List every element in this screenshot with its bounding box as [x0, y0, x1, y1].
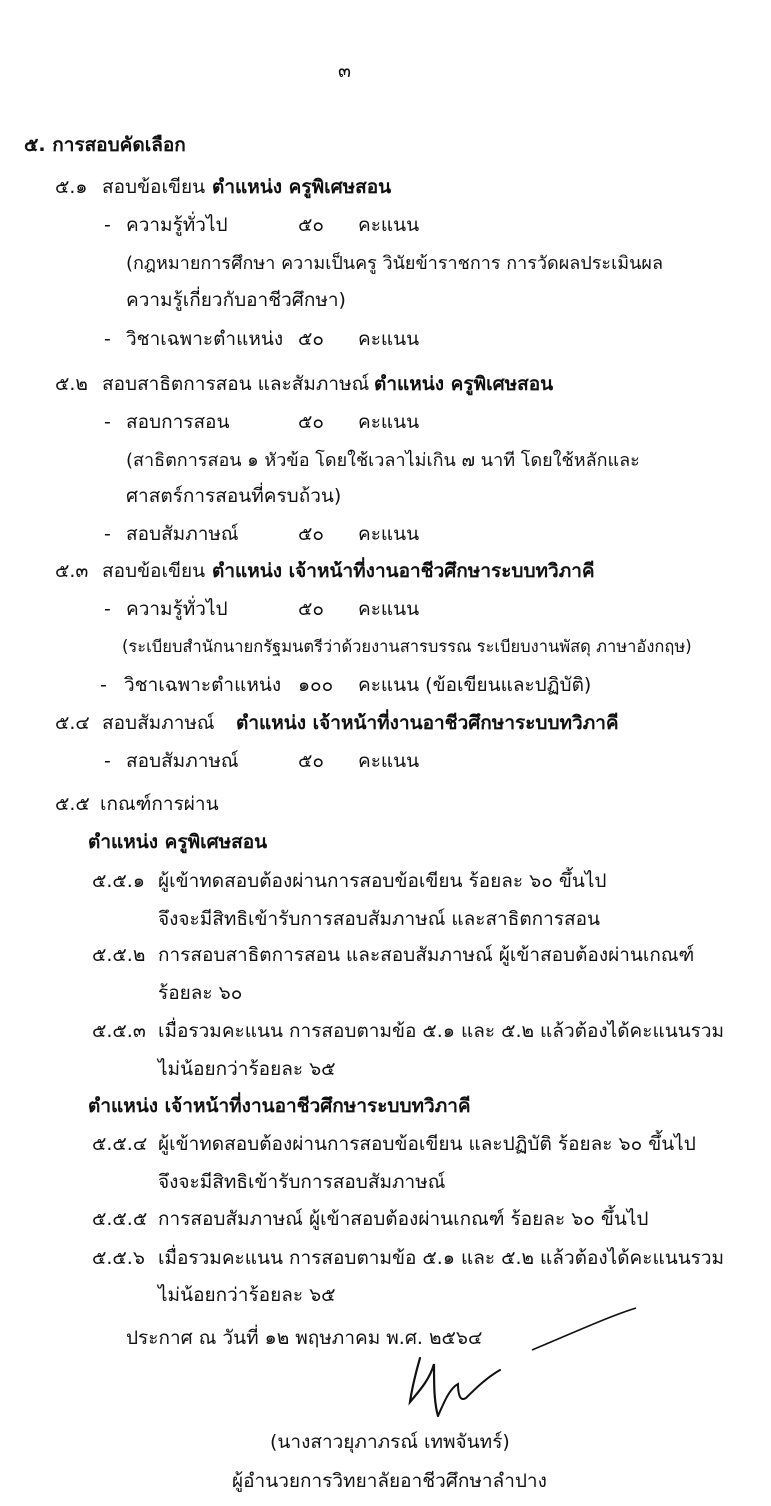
item-unit: คะแนน — [358, 411, 420, 433]
criteria-text: ร้อยละ ๖๐ — [158, 982, 243, 1004]
criteria-text: การสอบสัมภาษณ์ ผู้เข้าสอบต้องผ่านเกณฑ์ ร้อยละ ๖๐ ขึ้นไป — [158, 1208, 649, 1230]
list-bullet: - — [104, 598, 111, 620]
item-score: ๕๐ — [298, 598, 324, 620]
item-score: ๕๐ — [298, 328, 324, 350]
announcement-date: ประกาศ ณ วันที่ ๑๒ พฤษภาคม พ.ศ. ๒๕๖๔ — [126, 1327, 483, 1349]
item-label: วิชาเฉพาะตำแหน่ง — [124, 674, 282, 696]
section-heading: ๕. การสอบคัดเลือก — [24, 134, 186, 156]
item-note: (ระเบียบสำนักนายกรัฐมนตรีว่าด้วยงานสารบรรณ ระเบียบงานพัสดุ ภาษาอังกฤษ) — [122, 637, 692, 656]
criteria-number: ๕.๕.๖ — [92, 1247, 145, 1269]
item-note: (กฎหมายการศึกษา ความเป็นครู วินัยข้าราชการ การวัดผลประเมินผล — [126, 253, 663, 274]
criteria-number: ๕.๕.๔ — [92, 1133, 148, 1155]
item-label: สอบสัมภาษณ์ — [126, 750, 239, 772]
item-score: ๕๐ — [298, 411, 324, 433]
criteria-text: จึงจะมีสิทธิเข้ารับการสอบสัมภาษณ์ — [158, 1171, 446, 1193]
criteria-text: การสอบสาธิตการสอน และสอบสัมภาษณ์ ผู้เข้าสอบต้องผ่านเกณฑ์ — [158, 944, 695, 966]
subsection-number-5-2: ๕.๒ — [55, 373, 88, 395]
criteria-number: ๕.๕.๒ — [92, 944, 146, 966]
subsection-number-5-4: ๕.๔ — [55, 712, 90, 734]
item-label: ความรู้ทั่วไป — [126, 214, 228, 236]
criteria-text: ผู้เข้าทดสอบต้องผ่านการสอบข้อเขียน และปฏิบัติ ร้อยละ ๖๐ ขึ้นไป — [158, 1133, 696, 1155]
subsection-number-5-5: ๕.๕ — [55, 793, 90, 815]
criteria-text: ไม่น้อยกว่าร้อยละ ๖๕ — [158, 1058, 336, 1080]
criteria-text: ไม่น้อยกว่าร้อยละ ๖๕ — [158, 1284, 336, 1306]
subsection-title-5-4: สอบสัมภาษณ์ — [102, 712, 215, 734]
item-unit: คะแนน — [358, 328, 420, 350]
criteria-text: ผู้เข้าทดสอบต้องผ่านการสอบข้อเขียน ร้อยละ ๖๐ ขึ้นไป — [158, 870, 607, 892]
criteria-text: จึงจะมีสิทธิเข้ารับการสอบสัมภาษณ์ และสาธิตการสอน — [158, 908, 601, 930]
item-score: ๕๐ — [298, 750, 324, 772]
subsection-title-5-1: สอบข้อเขียน — [102, 176, 206, 198]
criteria-group-heading: ตำแหน่ง เจ้าหน้าที่งานอาชีวศึกษาระบบทวิภาคี — [88, 1095, 471, 1117]
item-label: ความรู้ทั่วไป — [126, 598, 228, 620]
subsection-title-5-3: สอบข้อเขียน — [102, 560, 206, 582]
item-label: สอบการสอน — [126, 411, 230, 433]
subsection-position-5-1: ตำแหน่ง ครูพิเศษสอน — [212, 176, 392, 198]
signature — [400, 1298, 650, 1428]
page-number: ๓ — [338, 60, 351, 82]
item-score: ๑๐๐ — [298, 674, 334, 696]
item-note: ความรู้เกี่ยวกับอาชีวศึกษา) — [126, 289, 346, 311]
item-score: ๕๐ — [298, 523, 324, 545]
item-score: ๕๐ — [298, 214, 324, 236]
list-bullet: - — [100, 674, 107, 696]
item-note: ศาสตร์การสอนที่ครบถ้วน) — [126, 485, 342, 507]
subsection-position-5-2: ตำแหน่ง ครูพิเศษสอน — [374, 373, 554, 395]
subsection-title-5-5: เกณฑ์การผ่าน — [100, 793, 219, 815]
criteria-text: เมื่อรวมคะแนน การสอบตามข้อ ๕.๑ และ ๕.๒ แล้วต้องได้คะแนนรวม — [158, 1020, 725, 1042]
list-bullet: - — [104, 214, 111, 236]
list-bullet: - — [104, 523, 111, 545]
subsection-position-5-4: ตำแหน่ง เจ้าหน้าที่งานอาชีวศึกษาระบบทวิภาคี — [236, 712, 619, 734]
signer-name: (นางสาวยุภาภรณ์ เทพจันทร์) — [270, 1431, 510, 1453]
item-unit: คะแนน (ข้อเขียนและปฏิบัติ) — [358, 674, 592, 696]
subsection-number-5-3: ๕.๓ — [55, 560, 89, 582]
list-bullet: - — [104, 750, 111, 772]
item-unit: คะแนน — [358, 598, 420, 620]
criteria-number: ๕.๕.๑ — [92, 870, 145, 892]
subsection-number-5-1: ๕.๑ — [55, 176, 88, 198]
subsection-position-5-3: ตำแหน่ง เจ้าหน้าที่งานอาชีวศึกษาระบบทวิภาคี — [212, 560, 595, 582]
criteria-group-heading: ตำแหน่ง ครูพิเศษสอน — [88, 831, 268, 853]
list-bullet: - — [104, 411, 111, 433]
criteria-text: เมื่อรวมคะแนน การสอบตามข้อ ๕.๑ และ ๕.๒ แล้วต้องได้คะแนนรวม — [158, 1247, 725, 1269]
item-label: วิชาเฉพาะตำแหน่ง — [126, 328, 284, 350]
criteria-number: ๕.๕.๓ — [92, 1020, 146, 1042]
item-unit: คะแนน — [358, 523, 420, 545]
list-bullet: - — [104, 328, 111, 350]
item-label: สอบสัมภาษณ์ — [126, 523, 239, 545]
item-note: (สาธิตการสอน ๑ หัวข้อ โดยใช้เวลาไม่เกิน ๗ นาที โดยใช้หลักและ — [126, 450, 640, 471]
item-unit: คะแนน — [358, 750, 420, 772]
criteria-number: ๕.๕.๕ — [92, 1208, 148, 1230]
signer-title: ผู้อำนวยการวิทยาลัยอาชีวศึกษาลำปาง — [232, 1470, 547, 1492]
item-unit: คะแนน — [358, 214, 420, 236]
subsection-title-5-2: สอบสาธิตการสอน และสัมภาษณ์ — [102, 373, 370, 395]
